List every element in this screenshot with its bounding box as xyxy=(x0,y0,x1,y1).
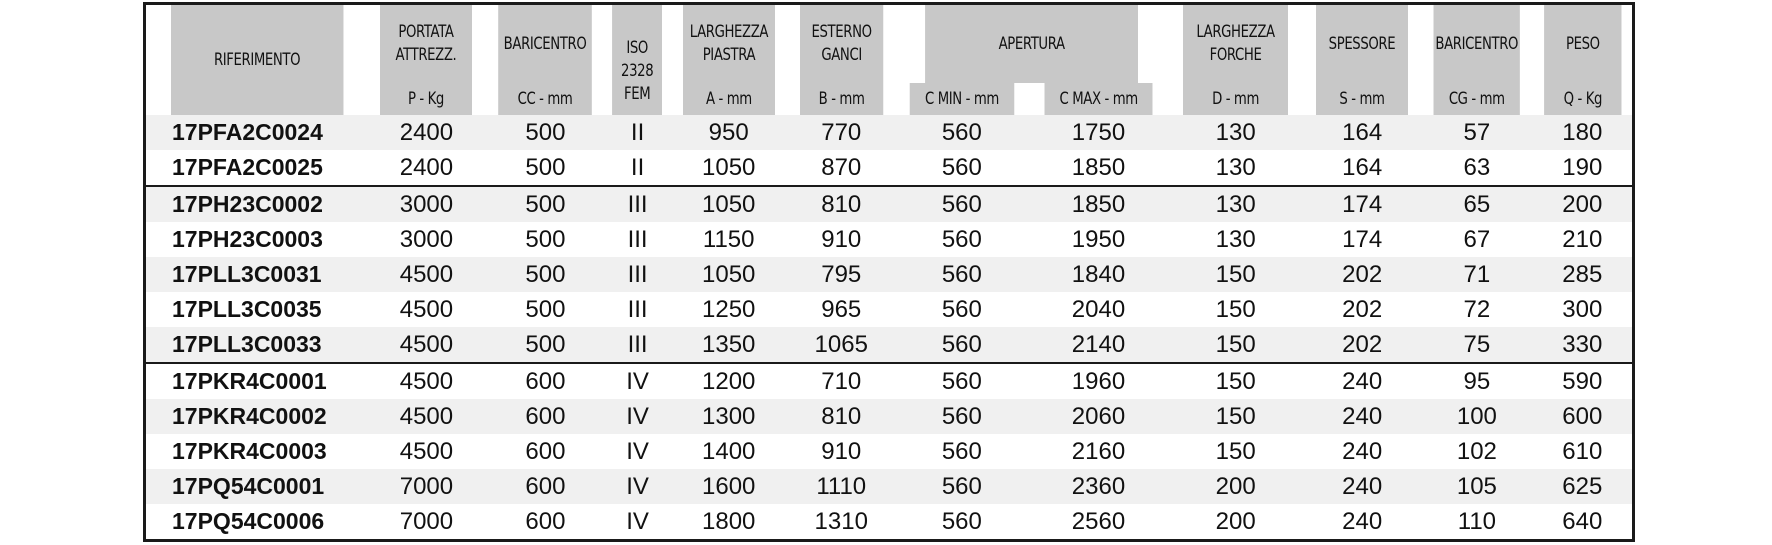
table-row xyxy=(145,363,1634,399)
cell-larghezza-piastra: 1800 xyxy=(702,507,756,535)
cell-c-max: 1950 xyxy=(1071,225,1126,253)
cell-larghezza-piastra: 1150 xyxy=(702,225,755,253)
cell-peso: 600 xyxy=(1533,399,1634,434)
cell-c-min: 560 xyxy=(895,186,1029,222)
cell-peso: 200 xyxy=(1533,186,1634,222)
cell-baricentro-cg: 63 xyxy=(1463,153,1491,181)
cell-spessore: 240 xyxy=(1342,437,1383,465)
cell-iso: IV xyxy=(605,399,669,434)
cell-peso: 210 xyxy=(1562,225,1603,253)
cell-spessore: 164 xyxy=(1303,115,1421,150)
cell-larghezza-piastra: 1050 xyxy=(670,257,788,292)
cell-c-min: 560 xyxy=(941,437,982,465)
cell-esterno-ganci: 710 xyxy=(788,363,895,399)
cell-peso: 625 xyxy=(1533,469,1634,504)
cell-portata: 3000 xyxy=(367,186,485,222)
header-portata-line1: PORTATA xyxy=(398,22,455,42)
cell-spessore: 202 xyxy=(1342,295,1383,323)
cell-baricentro-cg: 110 xyxy=(1457,507,1497,535)
header-baricentro-cg: BARICENTRO xyxy=(1433,4,1520,84)
cell-portata: 4500 xyxy=(367,363,485,399)
cell-riferimento: 17PQ54C0001 xyxy=(145,469,368,504)
unit-c-min: C MIN - mm xyxy=(910,83,1015,115)
cell-larghezza-forche: 150 xyxy=(1215,295,1256,323)
cell-spessore: 202 xyxy=(1303,257,1421,292)
cell-baricentro-cc: 500 xyxy=(485,257,605,292)
cell-c-max: 2040 xyxy=(1071,295,1126,323)
header-row-units xyxy=(145,83,1634,115)
cell-iso: III xyxy=(605,327,669,363)
cell-esterno-ganci: 795 xyxy=(788,257,895,292)
cell-iso: III xyxy=(605,257,669,292)
header-iso-fem: FEM xyxy=(613,83,663,115)
unit-peso: Q - Kg xyxy=(1544,83,1623,115)
cell-baricentro-cc: 600 xyxy=(525,437,566,465)
cell-larghezza-piastra: 1050 xyxy=(670,186,788,222)
unit-larghezza-forche: D - mm xyxy=(1183,83,1288,115)
cell-c-min: 560 xyxy=(895,363,1029,399)
cell-iso: II xyxy=(605,115,669,150)
cell-portata: 2400 xyxy=(399,153,454,181)
cell-esterno-ganci: 910 xyxy=(821,437,862,465)
cell-larghezza-forche: 150 xyxy=(1168,399,1303,434)
header-portata-line2: ATTREZZ. xyxy=(395,45,457,65)
header-iso-line2: 2328 xyxy=(621,61,654,81)
unit-portata: P - Kg xyxy=(380,83,472,115)
header-row-labels xyxy=(145,4,1634,84)
cell-baricentro-cc: 500 xyxy=(485,115,605,150)
cell-iso: III xyxy=(627,225,648,253)
unit-esterno-ganci: B - mm xyxy=(799,83,883,115)
cell-baricentro-cc: 600 xyxy=(485,399,605,434)
cell-portata: 2400 xyxy=(367,115,485,150)
cell-baricentro-cg: 65 xyxy=(1421,186,1532,222)
cell-larghezza-forche: 130 xyxy=(1168,115,1303,150)
cell-c-min: 560 xyxy=(895,327,1029,363)
cell-esterno-ganci: 1065 xyxy=(788,327,895,363)
cell-spessore: 174 xyxy=(1303,186,1421,222)
cell-c-min: 560 xyxy=(941,153,982,181)
cell-larghezza-piastra: 1250 xyxy=(702,295,756,323)
header-iso-line1: ISO xyxy=(626,38,649,58)
cell-iso: III xyxy=(627,295,648,323)
cell-spessore: 240 xyxy=(1303,399,1421,434)
cell-baricentro-cc: 500 xyxy=(485,327,605,363)
cell-riferimento: 17PFA2C0024 xyxy=(145,115,368,150)
cell-c-max: 2140 xyxy=(1029,327,1168,363)
header-larghezza-forche xyxy=(1183,4,1288,84)
table-body xyxy=(145,115,1634,541)
cell-c-max: 2160 xyxy=(1071,437,1126,465)
cell-c-max: 2360 xyxy=(1029,469,1168,504)
cell-larghezza-piastra: 1050 xyxy=(702,153,756,181)
cell-larghezza-forche: 130 xyxy=(1215,153,1256,181)
cell-larghezza-forche: 150 xyxy=(1215,437,1256,465)
cell-c-max: 2560 xyxy=(1071,507,1126,535)
header-riferimento: RIFERIMENTO xyxy=(169,4,343,116)
table-row xyxy=(145,292,1634,327)
cell-baricentro-cg: 102 xyxy=(1456,437,1497,465)
cell-larghezza-forche: 150 xyxy=(1168,363,1303,399)
cell-peso: 180 xyxy=(1533,115,1634,150)
cell-spessore: 202 xyxy=(1303,327,1421,363)
table-row xyxy=(145,257,1634,292)
table-row xyxy=(145,150,1634,186)
cell-spessore: 164 xyxy=(1342,153,1383,181)
cell-portata: 4500 xyxy=(399,295,454,323)
header-larghezza-piastra-line1: LARGHEZZA xyxy=(689,22,768,42)
cell-iso: IV xyxy=(605,469,669,504)
cell-peso: 590 xyxy=(1533,363,1634,399)
table-header xyxy=(145,4,1634,116)
cell-baricentro-cc: 600 xyxy=(485,363,605,399)
table-row xyxy=(145,399,1634,434)
cell-riferimento: 17PLL3C0035 xyxy=(172,296,322,322)
cell-baricentro-cg: 105 xyxy=(1421,469,1532,504)
cell-c-min: 560 xyxy=(941,295,982,323)
cell-spessore: 174 xyxy=(1342,225,1383,253)
cell-c-min: 560 xyxy=(895,469,1029,504)
header-portata xyxy=(380,4,472,84)
cell-baricentro-cg: 72 xyxy=(1463,295,1491,323)
cell-iso: II xyxy=(630,153,645,181)
cell-riferimento: 17PFA2C0025 xyxy=(172,154,323,180)
cell-larghezza-piastra: 1600 xyxy=(670,469,788,504)
cell-baricentro-cg: 75 xyxy=(1421,327,1532,363)
cell-iso: III xyxy=(605,186,669,222)
cell-c-max: 1850 xyxy=(1029,186,1168,222)
cell-c-min: 560 xyxy=(941,507,982,535)
table-row xyxy=(145,327,1634,363)
header-larghezza-forche-line1: LARGHEZZA xyxy=(1196,22,1275,42)
cell-c-max: 1960 xyxy=(1029,363,1168,399)
cell-c-min: 560 xyxy=(895,257,1029,292)
cell-peso: 330 xyxy=(1533,327,1634,363)
cell-baricentro-cg: 67 xyxy=(1463,225,1491,253)
cell-spessore: 240 xyxy=(1342,507,1383,535)
cell-riferimento: 17PH23C0002 xyxy=(145,186,368,222)
cell-larghezza-forche: 200 xyxy=(1168,469,1303,504)
cell-riferimento: 17PKR4C0003 xyxy=(172,438,327,464)
cell-esterno-ganci: 810 xyxy=(788,186,895,222)
table-row xyxy=(145,434,1634,469)
header-larghezza-piastra xyxy=(683,4,775,84)
cell-c-min: 560 xyxy=(895,399,1029,434)
cell-c-min: 560 xyxy=(941,225,982,253)
cell-portata: 4500 xyxy=(367,257,485,292)
unit-baricentro-cc: CC - mm xyxy=(499,83,593,115)
header-peso: PESO xyxy=(1544,4,1623,84)
cell-larghezza-forche: 130 xyxy=(1168,186,1303,222)
header-larghezza-piastra-line2: PIASTRA xyxy=(702,45,755,65)
cell-peso: 300 xyxy=(1562,295,1603,323)
cell-iso: IV xyxy=(605,363,669,399)
cell-esterno-ganci: 870 xyxy=(821,153,862,181)
cell-baricentro-cc: 500 xyxy=(525,153,566,181)
cell-baricentro-cg: 95 xyxy=(1421,363,1532,399)
cell-portata: 7000 xyxy=(399,507,454,535)
cell-larghezza-forche: 130 xyxy=(1215,225,1256,253)
cell-baricentro-cc: 600 xyxy=(485,469,605,504)
table-row xyxy=(145,504,1634,541)
cell-spessore: 240 xyxy=(1303,469,1421,504)
cell-c-min: 560 xyxy=(895,115,1029,150)
cell-portata: 4500 xyxy=(367,327,485,363)
cell-baricentro-cc: 500 xyxy=(525,295,566,323)
cell-portata: 4500 xyxy=(367,399,485,434)
cell-baricentro-cg: 71 xyxy=(1421,257,1532,292)
cell-riferimento: 17PLL3C0031 xyxy=(145,257,368,292)
header-esterno-ganci xyxy=(799,4,883,84)
cell-iso: IV xyxy=(626,437,649,465)
cell-baricentro-cg: 100 xyxy=(1421,399,1532,434)
cell-larghezza-piastra: 1400 xyxy=(702,437,756,465)
cell-c-max: 1850 xyxy=(1071,153,1126,181)
cell-esterno-ganci: 1310 xyxy=(814,507,868,535)
cell-spessore: 240 xyxy=(1303,363,1421,399)
cell-peso: 285 xyxy=(1533,257,1634,292)
unit-larghezza-piastra: A - mm xyxy=(683,83,775,115)
header-baricentro-cc: BARICENTRO xyxy=(499,4,593,84)
cell-riferimento: 17PH23C0003 xyxy=(172,226,323,252)
cell-larghezza-piastra: 1300 xyxy=(670,399,788,434)
cell-riferimento: 17PKR4C0002 xyxy=(145,399,368,434)
cell-baricentro-cc: 500 xyxy=(485,186,605,222)
header-esterno-ganci-line1: ESTERNO xyxy=(811,22,872,42)
header-larghezza-forche-line2: FORCHE xyxy=(1209,45,1262,65)
cell-esterno-ganci: 910 xyxy=(821,225,862,253)
cell-baricentro-cg: 57 xyxy=(1421,115,1532,150)
cell-portata: 4500 xyxy=(399,437,454,465)
table-row xyxy=(145,222,1634,257)
cell-larghezza-forche: 150 xyxy=(1168,257,1303,292)
header-iso xyxy=(613,4,663,84)
cell-riferimento: 17PKR4C0001 xyxy=(145,363,368,399)
table-row xyxy=(145,469,1634,504)
cell-larghezza-forche: 200 xyxy=(1215,507,1256,535)
cell-c-max: 2060 xyxy=(1029,399,1168,434)
unit-spessore: S - mm xyxy=(1316,83,1408,115)
header-esterno-ganci-line2: GANCI xyxy=(821,45,862,65)
cell-portata: 3000 xyxy=(399,225,454,253)
cell-baricentro-cc: 500 xyxy=(525,225,566,253)
cell-esterno-ganci: 1110 xyxy=(788,469,895,504)
unit-baricentro-cg: CG - mm xyxy=(1433,83,1520,115)
cell-baricentro-cc: 600 xyxy=(525,507,566,535)
cell-larghezza-piastra: 950 xyxy=(670,115,788,150)
cell-esterno-ganci: 810 xyxy=(788,399,895,434)
cell-iso: IV xyxy=(626,507,649,535)
cell-larghezza-piastra: 1200 xyxy=(670,363,788,399)
cell-peso: 640 xyxy=(1562,507,1603,535)
cell-peso: 190 xyxy=(1562,153,1603,181)
spec-table xyxy=(143,2,1635,542)
table-row xyxy=(145,186,1634,222)
table-row xyxy=(145,115,1634,150)
cell-portata: 7000 xyxy=(367,469,485,504)
cell-larghezza-forche: 150 xyxy=(1168,327,1303,363)
header-spessore: SPESSORE xyxy=(1316,4,1408,84)
cell-larghezza-piastra: 1350 xyxy=(670,327,788,363)
cell-c-max: 1840 xyxy=(1029,257,1168,292)
cell-riferimento: 17PLL3C0033 xyxy=(145,327,368,363)
cell-esterno-ganci: 770 xyxy=(788,115,895,150)
cell-peso: 610 xyxy=(1562,437,1603,465)
cell-esterno-ganci: 965 xyxy=(821,295,862,323)
header-apertura: APERTURA xyxy=(925,4,1138,84)
unit-c-max: C MAX - mm xyxy=(1044,83,1153,115)
cell-c-max: 1750 xyxy=(1029,115,1168,150)
cell-riferimento: 17PQ54C0006 xyxy=(172,508,325,534)
